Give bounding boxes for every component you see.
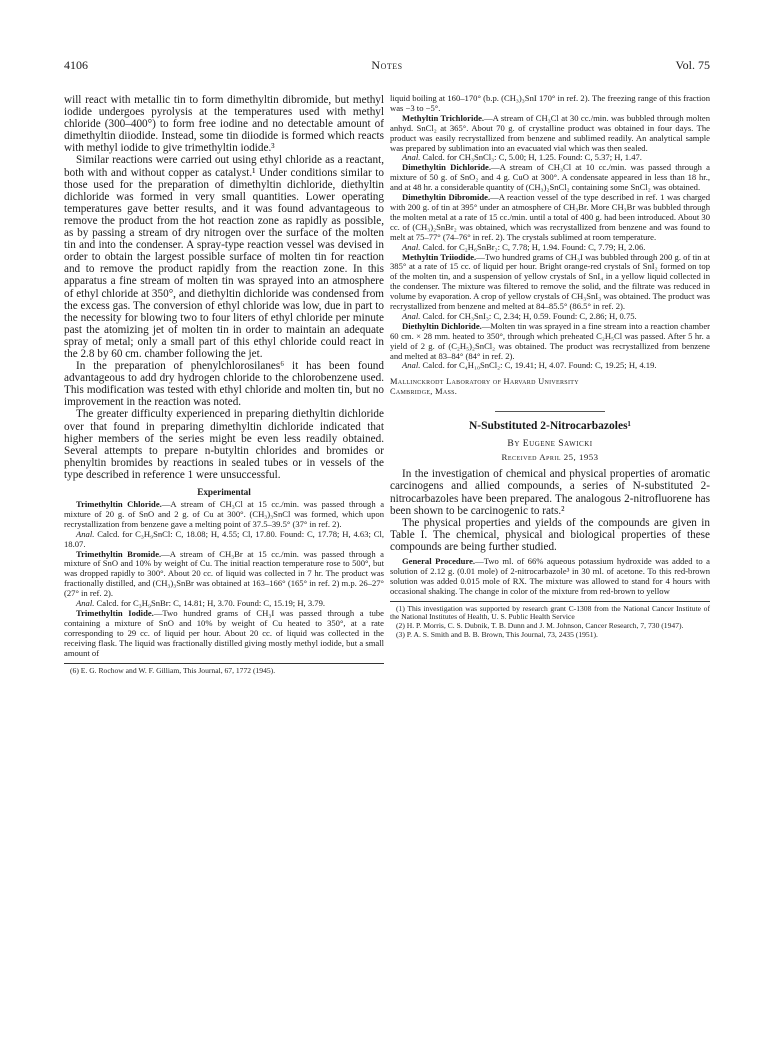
footnote: (2) H. P. Morris, C. S. Dubnik, T. B. Dunn and J. M. Johnson, Cancer Research, 7, 730 (1947). [396, 621, 684, 631]
procedure-paragraph [390, 322, 710, 362]
procedure-paragraph [64, 550, 384, 600]
page-header [64, 58, 710, 74]
author-byline: By Eugene Sawicki [507, 438, 593, 450]
section-title: Notes [371, 58, 403, 72]
right-column [390, 94, 710, 640]
volume-label: Vol. 75 [675, 58, 710, 72]
run-in-heading: Dimethyltin Dibromide. [402, 192, 491, 203]
analysis-text: Calcd. for CH₃SnCl₃: C, 5.00; H, 1.25. Found: C, 5.37; H, 1.47. [420, 152, 642, 163]
analysis-text: Calcd. for C₄H₁₀SnCl₂: C, 19.41; H, 4.07. Found: C, 19.25; H, 4.19. [420, 360, 657, 371]
paragraph: The greater difficulty experienced in preparing diethyltin dichloride over that found in preparing dimethyltin dichloride indicated that higher members of the series might be even less readily obtained. Several attempts to prepare n-butyltin chlorides and bromides or phenyltin bromides by reactions in sealed tubes or in vessels of the type described in reference 1 were unsuccessful. [64, 408, 384, 481]
affiliation-line: Mallinckrodt Laboratory of Harvard University [390, 377, 579, 387]
footnote-rule [64, 663, 384, 664]
procedure-text: —A stream of CH₃Br at 15 cc./min. was passed through a mixture of SnO and 10% by weight of Cu. The initial reaction temperature rose to 500°, but was dropped rapidly to 300°. About 20 cc. of liquid was collected in 7 hr. The product was fractionally distilled, and (CH₃)₃SnBr was obtained at 163–166° (165° in ref. 2) m.p. 26–27° (27° in ref. 2). [64, 548, 384, 599]
paragraph: In the investigation of chemical and physical properties of aromatic carcinogens and allied compounds, a series of N-substituted 2-nitrocarbazoles have been prepared. The analogous 2-nitrofluorene has been shown to be carcinogenic to rats.² [390, 468, 710, 517]
procedure-text: —Two ml. of 66% aqueous potassium hydroxide was added to a solution of 2.12 g. (0.01 mole) of 2-nitrocarbazole³ in 30 ml. of acetone. To this red-brown solution was added 0.015 mole of RX. The mixture was allowed to stand for 4 hours with occasional shaking. The change in color of the mixture from red-brown to yellow [390, 556, 710, 596]
article-separator [495, 411, 605, 412]
procedure-text: —A stream of CH₃Cl at 10 cc./min. was passed through a mixture of 50 g. of SnO₂ and 4 g. CuO at 300°. A condensate appeared in less than 18 hr., and at 48 hr. a considerable quantity of (CH₃)₂SnCl₂ containing some SnCl₂ was obtained. [390, 162, 710, 193]
page-number: 4106 [64, 58, 88, 72]
analysis-text: Calcd. for C₃H₉SnCl: C, 18.08; H, 4.55; Cl, 17.80. Found: C, 17.78; H, 4.63; Cl, 18.07. [64, 528, 384, 549]
footnote: (1) This investigation was supported by research grant C-1308 from the National Cancer Institute of the National Institutes of Health, U. S. Public Health Service [390, 603, 710, 622]
anal-label: Anal. [76, 528, 95, 539]
footnotes [64, 667, 384, 676]
affiliation-line: Cambridge, Mass. [390, 387, 458, 397]
paragraph: will react with metallic tin to form dimethyltin dibromide, but methyl iodide undergoes pyrolysis at the temperatures used with methyl chloride (300–400°) to form free iodine and no detectable amount of dimethyltin diiodide. Instead, some tin diiodide is formed which reacts with methyl iodide to give trimethyltin iodide.³ [64, 94, 384, 155]
analysis-text: Calcd. for C₂H₆SnBr₂: C, 7.78; H, 1.94. Found: C, 7.79; H, 2.06. [420, 241, 646, 252]
procedure-text: —A stream of CH₃Cl at 15 cc./min. was passed through a mixture of 20 g. of SnO and 2 g. of Cu at 300°. (CH₃)₃SnCl was formed, which upon recrystallization from benzene gave a melting point of 37.5–39.5° (37° in ref. 2). [64, 499, 385, 529]
procedure-text: —A reaction vessel of the type described in ref. 1 was charged with 200 g. of tin at 395° under an atmosphere of CH₃Br. More CH₃Br was bubbled through the molten metal at a rate of 15 cc./min. until a total of 400 g. had been introduced. About 30 cc. of (CH₃)₂SnBr₂ was obtained, which was recrystallized from benzene and was found to melt at 75–77° (74–76° in ref. 2). The crystals sublimed at room temperature. [390, 192, 710, 242]
anal-label: Anal. [76, 598, 95, 609]
paragraph: In the preparation of phenylchlorosilanes⁶ it has been found advantageous to add dry hydrogen chloride to the chlorobenzene used. This modification was tested with ethyl chloride and molten tin, but no improvement in the reaction was noted. [64, 360, 384, 409]
analysis-text: Calcd. for CH₃SnI₃: C, 2.34; H, 0.59. Found: C, 2.86; H, 0.75. [420, 310, 637, 321]
analysis-paragraph [64, 530, 384, 550]
anal-label: Anal. [402, 241, 421, 252]
analysis-text: Calcd. for C₃H₉SnBr: C, 14.81; H, 3.70. Found: C, 15.19; H, 3.79. [94, 598, 326, 609]
procedure-paragraph [390, 193, 710, 243]
procedure-text: —A stream of CH₃Cl at 30 cc./min. was bubbled through molten anhyd. SnCl₂ at 365°. About 70 g. of crystalline product was obtained in four days. The product was easily recrystallized from benzene and sublimed readily. An analytical sample was prepared by sublimation into an evacuated vial which was then sealed. [390, 112, 710, 153]
run-in-heading: Trimethyltin Iodide. [76, 607, 154, 618]
footnote: (6) E. G. Rochow and W. F. Gilliam, This Journal, 67, 1772 (1945). [70, 665, 276, 675]
anal-label: Anal. [402, 360, 421, 371]
run-in-heading: Methyltin Trichloride. [402, 112, 485, 123]
run-in-heading: Trimethyltin Chloride. [76, 499, 162, 509]
affiliation [390, 377, 710, 397]
footnote-rule [390, 601, 710, 602]
run-in-heading: General Procedure. [402, 556, 476, 567]
procedure-text: —Two hundred grams of CH₃I was bubbled through 200 g. of tin at 385° at a rate of 15 cc. of liquid per hour. Bright orange-red crystals of SnI₂ formed on top of the molten tin, and a suspension of yellow crystals of SnI₄ in a yellow liquid collected in the condenser. The mixture was filtered to remove the solid, and the filtrate was reduced in volume by evaporation. A crop of yellow crystals of CH₃SnI₃ was obtained. The product was recrystallized from benzene and melted at 84–85.5° (86.5° in ref. 2). [390, 251, 710, 312]
procedure-paragraph [390, 253, 710, 312]
run-in-heading: Trimethyltin Bromide. [76, 548, 162, 559]
procedure-paragraph [64, 609, 384, 659]
procedure-paragraph [390, 114, 710, 154]
run-in-heading: Methyltin Triiodide. [402, 251, 477, 262]
paragraph: liquid boiling at 160–170° (b.p. (CH₃)₃SnI 170° in ref. 2). The freezing range of this fraction was −3 to −5°. [390, 93, 710, 113]
procedure-paragraph [390, 557, 710, 597]
left-column [64, 94, 384, 675]
procedure-paragraph [64, 500, 384, 530]
footnote: (3) P. A. S. Smith and B. B. Brown, This Journal, 73, 2435 (1951). [396, 630, 598, 640]
anal-label: Anal. [402, 310, 421, 321]
procedure-text: —Molten tin was sprayed in a fine stream into a reaction chamber 60 cm. × 28 mm. heated to 350°, through which preheated C₂H₅Cl was passed. After 5 hr. a yield of 2 g. of (C₂H₅)₂SnCl₂ was obtained. The product was recrystallized from benzene and melted at 83–84° (84° in ref. 2). [390, 320, 711, 361]
paragraph: Similar reactions were carried out using ethyl chloride as a reactant, both with and without copper as catalyst.¹ Under conditions similar to those used for the preparation of dimethyltin dichloride, diethyltin dichloride was formed in very small quantities. Lower operating temperatures gave better results, and it was found advantageous to remove the product from the hot reaction zone as rapidly as possible, as by passing a stream of dry nitrogen over the surface of the molten tin and into the condenser. A spray-type reaction vessel was devised in order to obtain the largest possible surface of molten tin for reaction and to remove the product rapidly from the reaction zone. In this apparatus a fine stream of molten tin was sprayed into an atmosphere of ethyl chloride at 350°, and diethyltin dichloride was condensed from the excess gas. The conversion of ethyl chloride was low, due in part to the necessity for blowing two to four liters of ethyl chloride per minute past the atomizing jet of molten tin in order to maintain an adequate spray of metal; only a small part of this ethyl chloride could react in the 2.8 by 60 cm. chamber following the jet. [64, 154, 384, 360]
received-date: Received April 25, 1953 [501, 452, 599, 463]
procedure-text: —Two hundred grams of CH₃I was passed through a tube containing a mixture of SnO and 10% by weight of Cu heated to 350°, at a rate corresponding to 29 cc. of liquid per hour. About 20 cc. of liquid was collected in the receiving flask. The liquid was fractionally distilled giving mostly methyl iodide, but a small amount of [64, 607, 384, 658]
article-title: N-Substituted 2-Nitrocarbazoles¹ [469, 420, 631, 433]
run-in-heading: Diethyltin Dichloride. [402, 320, 482, 331]
experimental-heading: Experimental [197, 487, 251, 497]
anal-label: Anal. [402, 152, 421, 163]
footnotes [390, 605, 710, 640]
analysis-paragraph [390, 361, 710, 371]
paragraph: The physical properties and yields of the compounds are given in Table I. The chemical, physical and biological properties of these compounds are being further studied. [390, 516, 710, 553]
run-in-heading: Dimethyltin Dichloride. [402, 162, 491, 173]
procedure-paragraph [390, 163, 710, 193]
